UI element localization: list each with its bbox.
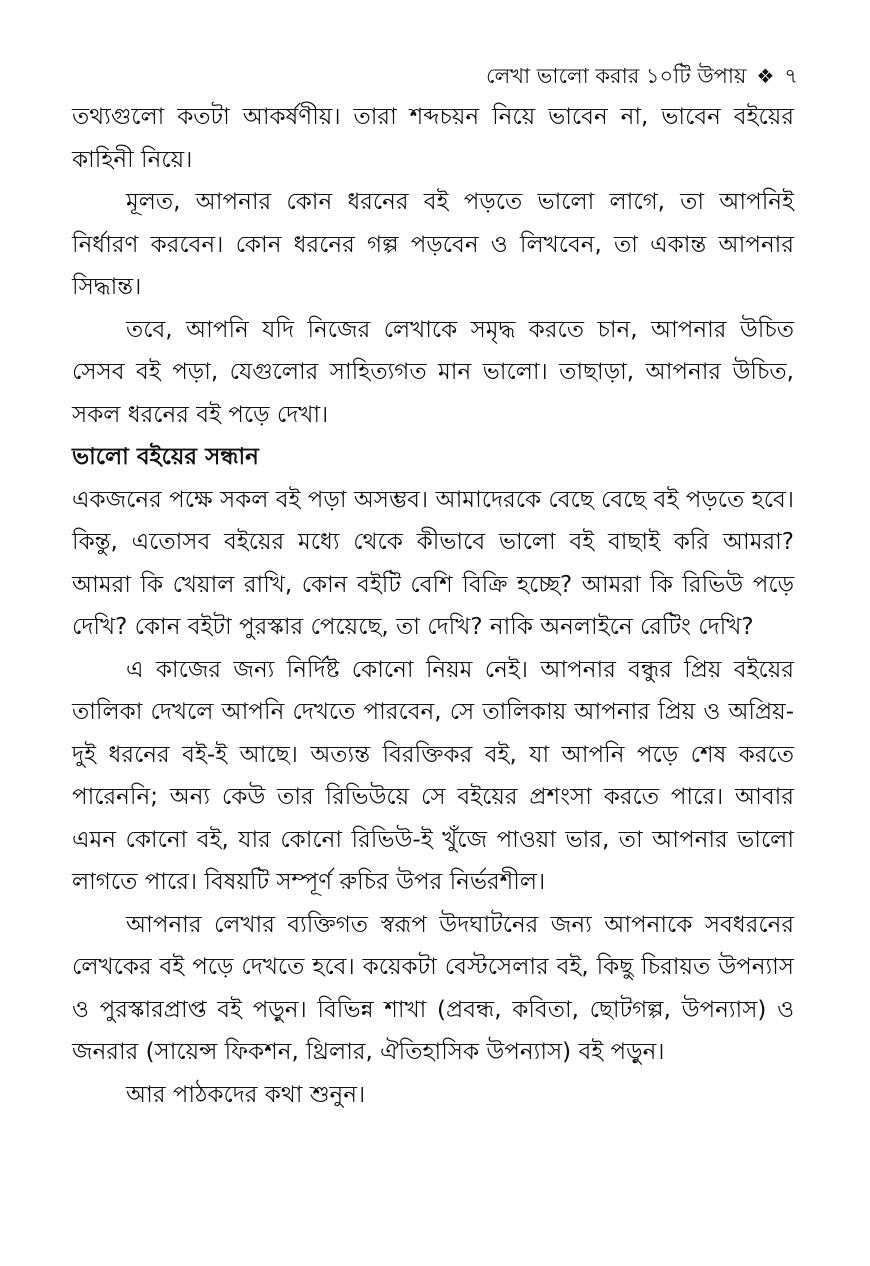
paragraph: আর পাঠকদের কথা শুনুন। [126, 1081, 366, 1108]
ornament-icon: ❖ [756, 64, 775, 88]
section-heading: ভালো বইয়ের সন্ধান [72, 444, 259, 470]
paragraph: তবে, আপনি যদি নিজের লেখাকে সমৃদ্ধ করতে চান, আপনার উচিত সেসব বই পড়া, যেগুলোর সাহিত্যগত মান ভালো। তাছাড়া, আপনার উচিত, সকল ধরনের বই পড়ে দেখা। [72, 316, 794, 428]
page-body [72, 96, 794, 1116]
running-header [486, 60, 798, 95]
paragraph: একজনের পক্ষে সকল বই পড়া অসম্ভব। আমাদেরকে বেছে বেছে বই পড়তে হবে। কিন্তু, এতোসব বইয়ের মধ্যে থেকে কীভাবে ভালো বই বাছাই করি আমরা? আমরা কি খেয়াল রাখি, কোন বইটি বেশি বিক্রি হচ্ছে? আমরা কি রিভিউ পড়ে দেখি? কোন বইটা পুরস্কার পেয়েছে, তা দেখি? নাকি অনলাইনে রেটিং দেখি? [72, 486, 794, 640]
paragraph: এ কাজের জন্য নির্দিষ্ট কোনো নিয়ম নেই। আপনার বন্ধুর প্রিয় বইয়ের তালিকা দেখলে আপনি দেখতে পারবেন, সে তালিকায় আপনার প্রিয় ও অপ্রিয়-দুই ধরনের বই-ই আছে। অত্যন্ত বিরক্তিকর বই, যা আপনি পড়ে শেষ করতে পারেননি; অন্য কেউ তার রিভিউয়ে সে বইয়ের প্রশংসা করতে পারে। আবার এমন কোনো বই, যার কোনো রিভিউ-ই খুঁজে পাওয়া ভার, তা আপনার ভালো লাগতে পারে। বিষয়টি সম্পূর্ণ রুচির উপর নির্ভরশীল। [72, 656, 795, 895]
paragraph: আপনার লেখার ব্যক্তিগত স্বরূপ উদঘাটনের জন্য আপনাকে সবধরনের লেখকের বই পড়ে দেখতে হবে। কয়েকটা বেস্টসেলার বই, কিছু চিরায়ত উপন্যাস ও পুরস্কারপ্রাপ্ত বই পড়ুন। বিভিন্ন শাখা (প্রবন্ধ, কবিতা, ছোটগল্প, উপন্যাস) ও জনরার (সায়েন্স ফিকশন, থ্রিলার, ঐতিহাসিক উপন্যাস) বই পড়ুন। [72, 911, 794, 1065]
paragraph: মূলত, আপনার কোন ধরনের বই পড়তে ভালো লাগে, তা আপনিই নির্ধারণ করবেন। কোন ধরনের গল্প পড়বেন ও লিখবেন, তা একান্ত আপনার সিদ্ধান্ত। [72, 189, 794, 300]
header-title: লেখা ভালো করার ১০টি উপায় [486, 64, 747, 88]
paragraph-continued: তথ্যগুলো কতটা আকর্ষণীয়। তারা শব্দচয়ন নিয়ে ভাবেন না, ভাবেন বইয়ের কাহিনী নিয়ে। [72, 104, 794, 173]
page-number: ৭ [784, 64, 798, 88]
